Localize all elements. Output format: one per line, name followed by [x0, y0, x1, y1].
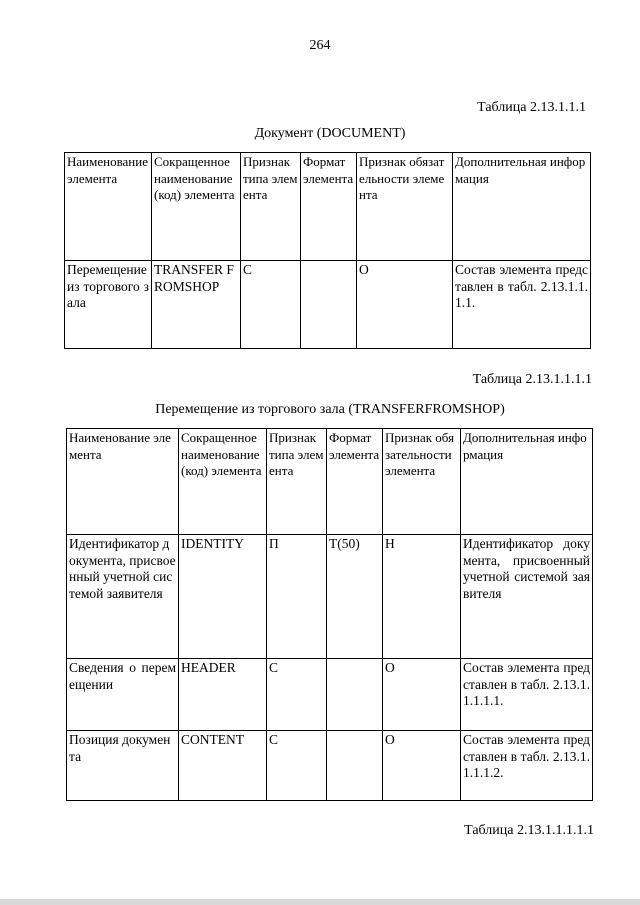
table-cell: О — [357, 261, 453, 349]
table-cell: О — [383, 659, 461, 731]
table1-header-cell: Дополнительная информация — [453, 153, 591, 261]
table-cell: Сведения о перемещении — [67, 659, 179, 731]
table-cell: Состав элемента представлен в табл. 2.13.1.1.1.1.2. — [461, 731, 593, 801]
table-row — [65, 261, 591, 349]
table-cell — [301, 261, 357, 349]
table-row — [67, 535, 593, 659]
table-cell — [327, 659, 383, 731]
table-cell: Состав элемента представлен в табл. 2.13.1.1.1.1. — [453, 261, 591, 349]
table-cell: С — [267, 659, 327, 731]
table-cell: С — [241, 261, 301, 349]
table1-title: Документ (DOCUMENT) — [254, 126, 406, 141]
table-cell: Идентификатор документа, присвоенный учетной системой заявителя — [67, 535, 179, 659]
table2-number: Таблица 2.13.1.1.1.1 — [472, 372, 592, 387]
table1-header-cell: Формат элемента — [301, 153, 357, 261]
table1-header-cell: Признак типа элемента — [241, 153, 301, 261]
table1-header-row — [65, 153, 591, 261]
table2-header-cell: Формат элемента — [327, 429, 383, 535]
table1-header-cell: Наименование элемента — [65, 153, 152, 261]
table1-header-cell: Признак обязательности элемента — [357, 153, 453, 261]
table2-header-row — [67, 429, 593, 535]
table-cell: CONTENT — [179, 731, 267, 801]
table-cell: С — [267, 731, 327, 801]
table1-number: Таблица 2.13.1.1.1 — [477, 100, 586, 115]
table2-title: Перемещение из торгового зала (TRANSFERFROMSHOP) — [155, 402, 505, 417]
page-number: 264 — [309, 38, 331, 53]
table2-header-cell: Признак типа элемента — [267, 429, 327, 535]
table-cell: Состав элемента представлен в табл. 2.13.1.1.1.1.1. — [461, 659, 593, 731]
table-row — [67, 659, 593, 731]
table1-header-cell: Сокращенное наименование (код) элемента — [152, 153, 241, 261]
table-cell: T(50) — [327, 535, 383, 659]
table3-number: Таблица 2.13.1.1.1.1.1 — [464, 823, 594, 838]
table2-header-cell: Признак обязательности элемента — [383, 429, 461, 535]
table-cell: Н — [383, 535, 461, 659]
table-cell: Позиция документа — [67, 731, 179, 801]
table2-header-cell: Наименование элемента — [67, 429, 179, 535]
table-cell — [327, 731, 383, 801]
table2 — [66, 428, 593, 801]
table-cell: TRANSFER FROMSHOP — [152, 261, 241, 349]
table2-header-cell: Дополнительная информация — [461, 429, 593, 535]
page-bottom-edge — [0, 899, 640, 905]
table-row — [67, 731, 593, 801]
table-cell: П — [267, 535, 327, 659]
table2-header-cell: Сокращенное наименование (код) элемента — [179, 429, 267, 535]
table1 — [64, 152, 591, 349]
table-cell: Идентификатор документа, присвоенный учетной системой заявителя — [461, 535, 593, 659]
table-cell: О — [383, 731, 461, 801]
table-cell: Перемещение из торгового зала — [65, 261, 152, 349]
table-cell: IDENTITY — [179, 535, 267, 659]
table-cell: HEADER — [179, 659, 267, 731]
